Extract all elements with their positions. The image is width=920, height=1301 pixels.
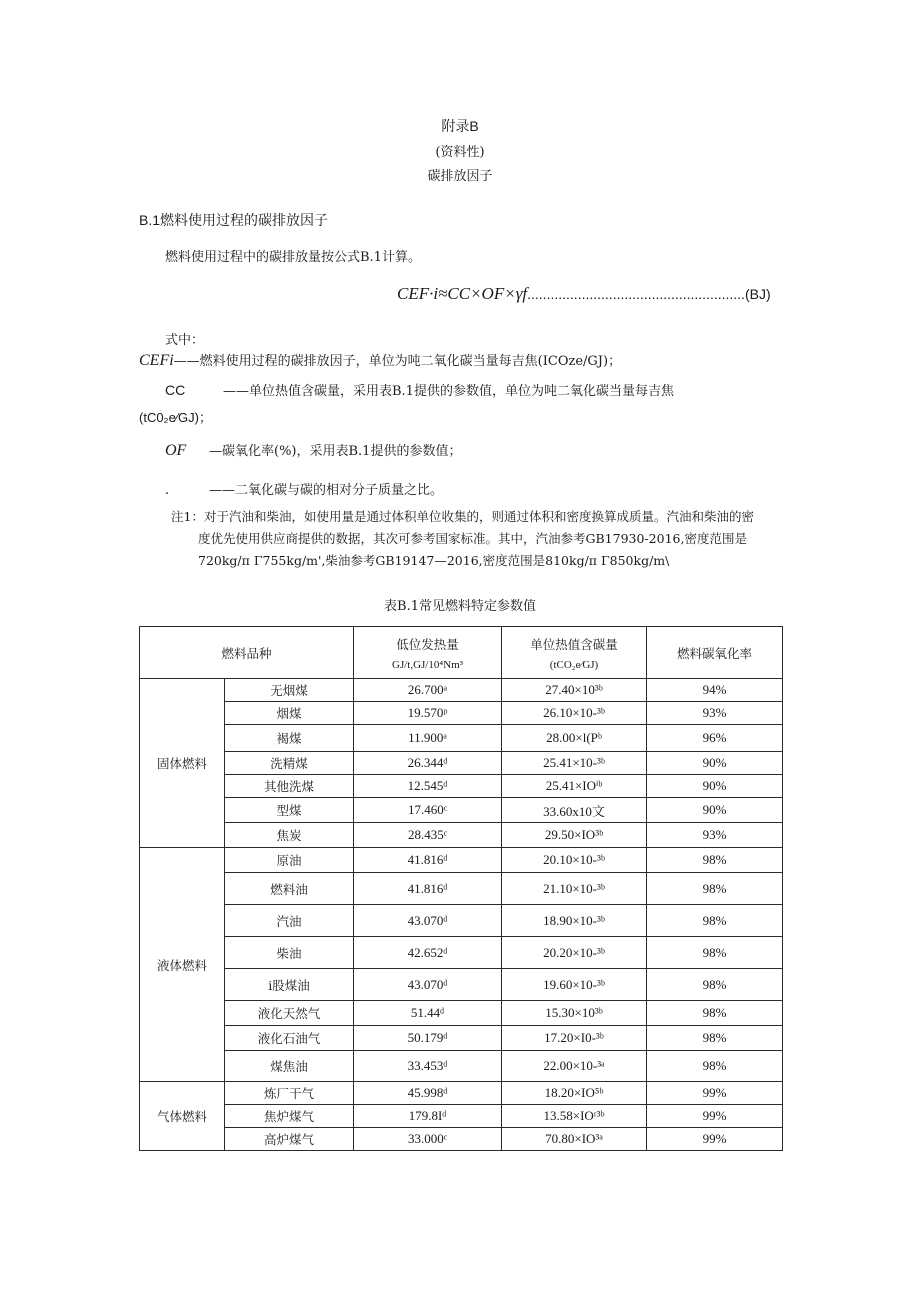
ncv-cell: 45.998ᵈ [354,1082,502,1105]
oxidation-rate-cell: 90% [647,775,783,798]
oxidation-rate-cell: 90% [647,798,783,823]
definition-cc [165,380,674,399]
table-caption: 表B.1常见燃料特定参数值 [384,599,536,614]
carbon-content-cell: 15.30×10³ᵇ [502,1001,647,1026]
note-line-2: 度优先使用供应商提供的数据，其次可参考国家标准。其中，汽油参考GB17930-2016,密度范围是 [198,531,747,546]
table-row [140,1051,783,1082]
definition-text: —碳氧化率(%)，采用表B.1提供的参数值； [209,444,462,459]
carbon-content-cell: 33.60x10文 [502,798,647,823]
formula-expression: CEF·i≈CC×OF×γf [397,284,528,303]
note-line-1: 注1：对于汽油和柴油，如使用量是通过体积单位收集的，则通过体积和密度换算成质量。汽油和柴油的密 [171,509,754,524]
oxidation-rate-cell: 98% [647,937,783,969]
carbon-content-cell: 20.20×10-³ᵇ [502,937,647,969]
table-row [140,905,783,937]
fuel-name-cell: 洗精煤 [225,752,354,775]
definition-text: ——燃料使用过程的碳排放因子，单位为吨二氧化碳当量每吉焦(ICOze/GJ)； [173,354,622,369]
definition-symbol: . [165,483,170,498]
definition-symbol: CEFi [139,352,174,369]
header-ncv-label: 低位发热量 [396,636,459,652]
where-label: 式中： [165,333,205,348]
table-row [140,1128,783,1151]
table-row [140,725,783,752]
oxidation-rate-cell: 98% [647,969,783,1001]
header-carbon-content-unit: (tCO₂e∕GJ) [549,658,599,671]
table-row [140,1026,783,1051]
ncv-cell: 41.816ᵈ [354,873,502,905]
note-line-3: 720kg∕π Γ755kg∕m',柴油参考GB19147—2016,密度范围是810kg∕π Γ850kg∕m\ [198,553,670,568]
oxidation-rate-cell: 98% [647,1051,783,1082]
ncv-cell: 41.816ᵈ [354,848,502,873]
fuel-category-cell: 固体燃料 [140,679,225,848]
carbon-content-cell: 25.41×10-³ᵇ [502,752,647,775]
ncv-cell: 43.070ᵈ [354,905,502,937]
header-ncv-unit: GJ/t,GJ/10⁴Nm³ [392,658,464,671]
ncv-cell: 51.44ᵈ [354,1001,502,1026]
ncv-cell: 33.000ᶜ [354,1128,502,1151]
fuel-name-cell: 液化石油气 [225,1026,354,1051]
table-row [140,848,783,873]
definition-symbol: CC [165,382,186,398]
table-row [140,873,783,905]
fuel-name-cell: 煤焦油 [225,1051,354,1082]
table-header-row [140,627,783,679]
fuel-name-cell: 无烟煤 [225,679,354,702]
table-row [140,937,783,969]
definition-symbol: OF [165,442,187,459]
fuel-name-cell: 褐煤 [225,725,354,752]
appendix-subject: 碳排放因子 [427,169,493,184]
table-row [140,1001,783,1026]
section-intro: 燃料使用过程中的碳排放量按公式B.1计算。 [165,250,421,265]
table-row [140,775,783,798]
oxidation-rate-cell: 93% [647,823,783,848]
oxidation-rate-cell: 98% [647,905,783,937]
ncv-cell: 26.700ᵃ [354,679,502,702]
fuel-name-cell: 烟煤 [225,702,354,725]
formula [397,284,771,304]
oxidation-rate-cell: 99% [647,1082,783,1105]
carbon-content-cell: 26.10×10-³ᵇ [502,702,647,725]
fuel-name-cell: 炼厂干气 [225,1082,354,1105]
table-body [140,679,783,1151]
definition-text: ——单位热值含碳量，采用表B.1提供的参数值，单位为吨二氧化碳当量每吉焦 [223,384,674,399]
ncv-cell: 43.070ᵈ [354,969,502,1001]
fuel-category-cell: 气体燃料 [140,1082,225,1151]
fuel-name-cell: 高炉煤气 [225,1128,354,1151]
carbon-content-cell: 25.41×IOⁱᵇ [502,775,647,798]
fuel-name-cell: 原油 [225,848,354,873]
section-heading: B.1燃料使用过程的碳排放因子 [139,212,329,228]
header-carbon-content-label: 单位热值含碳量 [530,636,618,652]
oxidation-rate-cell: 98% [647,1001,783,1026]
ncv-cell: 12.545ᵈ [354,775,502,798]
table-row [140,1082,783,1105]
appendix-nature: (资料性) [435,145,485,160]
fuel-name-cell: 焦炭 [225,823,354,848]
ncv-cell: 33.453ᵈ [354,1051,502,1082]
fuel-name-cell: 液化天然气 [225,1001,354,1026]
table-row [140,1105,783,1128]
definition-of [165,440,461,460]
carbon-content-cell: 28.00×l(Pᵇ [502,725,647,752]
fuel-category-cell: 液体燃料 [140,848,225,1082]
fuel-name-cell: 其他洗煤 [225,775,354,798]
carbon-content-cell: 17.20×I0-³ᵇ [502,1026,647,1051]
oxidation-rate-cell: 94% [647,679,783,702]
carbon-content-cell: 29.50×IO³ᵇ [502,823,647,848]
carbon-content-cell: 13.58×IOʳ³ᵇ [502,1105,647,1128]
fuel-name-cell: 焦炉煤气 [225,1105,354,1128]
header-carbon-content [502,627,647,679]
oxidation-rate-cell: 98% [647,1026,783,1051]
oxidation-rate-cell: 98% [647,873,783,905]
definition-cefi [139,350,621,370]
fuel-name-cell: 型煤 [225,798,354,823]
carbon-content-cell: 22.00×10-³ᵃ [502,1051,647,1082]
oxidation-rate-cell: 99% [647,1128,783,1151]
carbon-content-cell: 18.90×10-³ᵇ [502,905,647,937]
ncv-cell: 17.460ᶜ [354,798,502,823]
ncv-cell: 179.8Iᵈ [354,1105,502,1128]
oxidation-rate-cell: 98% [647,848,783,873]
appendix-title: 附录B [441,118,479,134]
carbon-content-cell: 27.40×10³ᵇ [502,679,647,702]
formula-tag: (BJ) [744,286,771,302]
table-row [140,798,783,823]
ncv-cell: 11.900ᵃ [354,725,502,752]
table-row [140,823,783,848]
fuel-name-cell: i股煤油 [225,969,354,1001]
fuel-name-cell: 柴油 [225,937,354,969]
ncv-cell: 50.179ᵈ [354,1026,502,1051]
header-ncv [354,627,502,679]
definition-text: ——二氧化碳与碳的相对分子质量之比。 [209,483,444,498]
oxidation-rate-cell: 99% [647,1105,783,1128]
ncv-cell: 28.435ᶜ [354,823,502,848]
definition-ratio [165,479,443,498]
ncv-cell: 42.652ᵈ [354,937,502,969]
formula-dots: ........................................................ [527,286,745,302]
oxidation-rate-cell: 93% [647,702,783,725]
oxidation-rate-cell: 96% [647,725,783,752]
carbon-content-cell: 19.60×10-³ᵇ [502,969,647,1001]
fuel-name-cell: 燃料油 [225,873,354,905]
ncv-cell: 26.344ᵈ [354,752,502,775]
carbon-content-cell: 20.10×10-³ᵇ [502,848,647,873]
carbon-content-cell: 18.20×IO⁵ᵇ [502,1082,647,1105]
table-row [140,969,783,1001]
oxidation-rate-cell: 90% [647,752,783,775]
carbon-content-cell: 21.10×10-³ᵇ [502,873,647,905]
fuel-parameter-table [139,626,783,1151]
header-fuel-type: 燃料品种 [140,627,354,679]
table-row [140,679,783,702]
table-row [140,752,783,775]
fuel-name-cell: 汽油 [225,905,354,937]
definition-cc-unit: (tC0₂e⁄GJ)； [139,410,212,425]
table-row [140,702,783,725]
carbon-content-cell: 70.80×IO³ᵃ [502,1128,647,1151]
ncv-cell: 19.570ᵖ [354,702,502,725]
header-oxidation-rate: 燃料碳氧化率 [647,627,783,679]
